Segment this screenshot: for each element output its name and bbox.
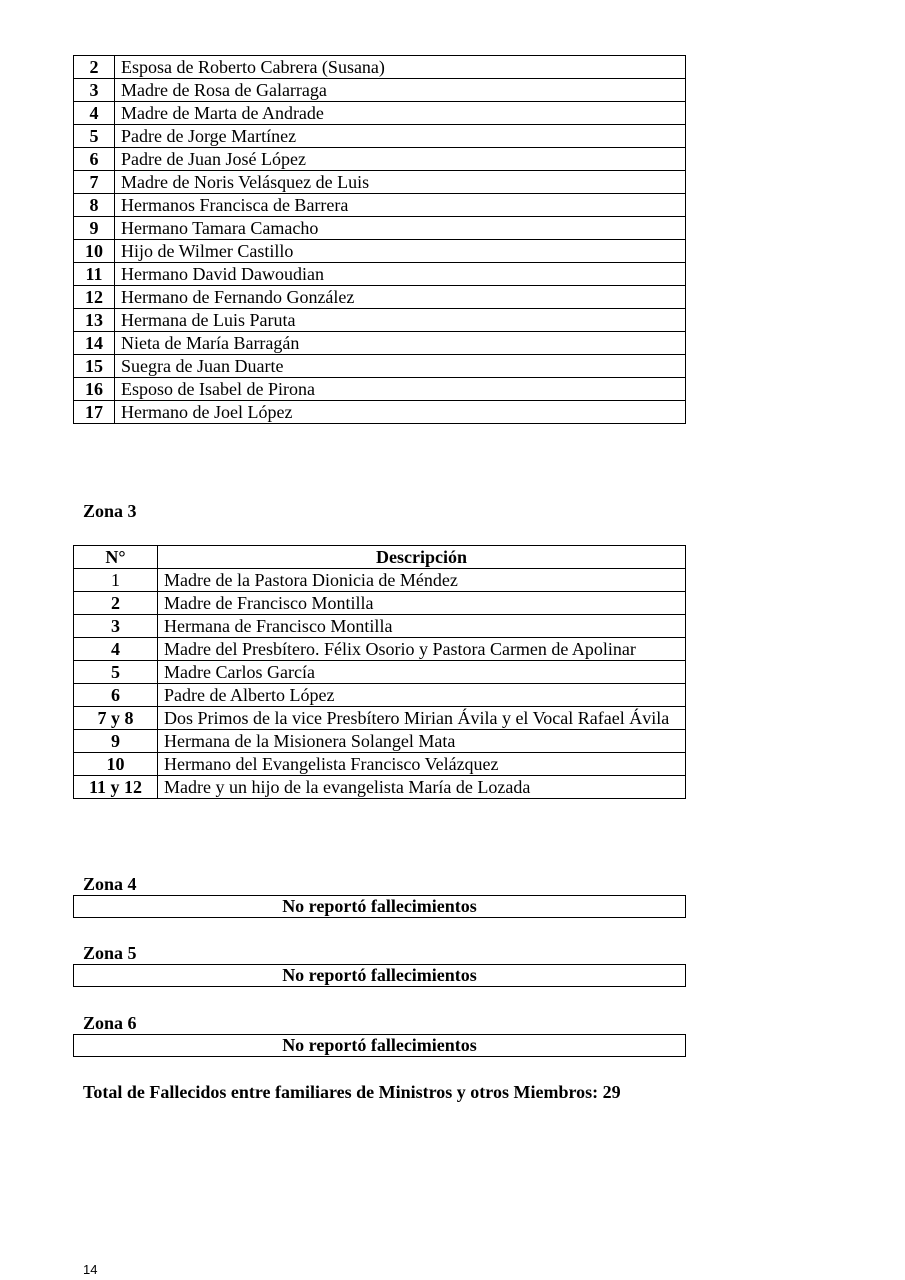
deceased-table-zona-3 [73, 545, 686, 799]
row-number: 11 [74, 263, 115, 286]
zona-4-no-report: No reportó fallecimientos [73, 895, 686, 918]
zona-6-title: Zona 6 [83, 1013, 137, 1033]
table-row [74, 240, 686, 263]
row-description: Hermano de Joel López [115, 401, 686, 424]
row-description: Hermano de Fernando González [115, 286, 686, 309]
row-number: 1 [74, 569, 158, 592]
table-row [74, 125, 686, 148]
table-row [74, 661, 686, 684]
row-number: 6 [74, 148, 115, 171]
row-number: 4 [74, 638, 158, 661]
table-row [74, 102, 686, 125]
row-description: Madre de Rosa de Galarraga [115, 79, 686, 102]
page-number: 14 [83, 1262, 98, 1277]
table-row [74, 148, 686, 171]
zona-4-title: Zona 4 [83, 874, 137, 894]
row-description: Hijo de Wilmer Castillo [115, 240, 686, 263]
table-row [74, 79, 686, 102]
row-description: Madre de Noris Velásquez de Luis [115, 171, 686, 194]
table-row [74, 730, 686, 753]
row-number: 10 [74, 753, 158, 776]
table-row [74, 355, 686, 378]
row-description: Madre de la Pastora Dionicia de Méndez [158, 569, 686, 592]
row-description: Suegra de Juan Duarte [115, 355, 686, 378]
row-number: 11 y 12 [74, 776, 158, 799]
row-number: 4 [74, 102, 115, 125]
row-description: Madre de Francisco Montilla [158, 592, 686, 615]
table-row [74, 684, 686, 707]
row-number: 3 [74, 615, 158, 638]
row-description: Hermano del Evangelista Francisco Velázquez [158, 753, 686, 776]
row-number: 16 [74, 378, 115, 401]
row-description: Padre de Jorge Martínez [115, 125, 686, 148]
table-row [74, 378, 686, 401]
row-description: Dos Primos de la vice Presbítero Mirian Ávila y el Vocal Rafael Ávila [158, 707, 686, 730]
table-row [74, 309, 686, 332]
table-row [74, 592, 686, 615]
row-number: 8 [74, 194, 115, 217]
table-row [74, 569, 686, 592]
row-number: 2 [74, 592, 158, 615]
row-number: 10 [74, 240, 115, 263]
table-row [74, 56, 686, 79]
row-number: 7 y 8 [74, 707, 158, 730]
row-description: Esposa de Roberto Cabrera (Susana) [115, 56, 686, 79]
zona-6-no-report: No reportó fallecimientos [73, 1034, 686, 1057]
row-number: 9 [74, 730, 158, 753]
table-row [74, 263, 686, 286]
table-row [74, 332, 686, 355]
row-number: 3 [74, 79, 115, 102]
row-number: 15 [74, 355, 115, 378]
row-description: Nieta de María Barragán [115, 332, 686, 355]
deceased-table-previous-zone [73, 55, 686, 424]
row-number: 14 [74, 332, 115, 355]
zona-5-title: Zona 5 [83, 943, 137, 963]
column-header-number: N° [74, 546, 158, 569]
row-number: 2 [74, 56, 115, 79]
table-row [74, 194, 686, 217]
row-description: Hermana de Luis Paruta [115, 309, 686, 332]
row-number: 7 [74, 171, 115, 194]
row-description: Hermano David Dawoudian [115, 263, 686, 286]
row-number: 5 [74, 125, 115, 148]
table-header-row [74, 546, 686, 569]
table-row [74, 171, 686, 194]
row-description: Madre del Presbítero. Félix Osorio y Pastora Carmen de Apolinar [158, 638, 686, 661]
table-row [74, 776, 686, 799]
row-description: Esposo de Isabel de Pirona [115, 378, 686, 401]
row-description: Hermana de la Misionera Solangel Mata [158, 730, 686, 753]
row-number: 13 [74, 309, 115, 332]
table-row [74, 401, 686, 424]
row-number: 9 [74, 217, 115, 240]
row-number: 6 [74, 684, 158, 707]
table-row [74, 286, 686, 309]
zona-5-no-report: No reportó fallecimientos [73, 964, 686, 987]
row-description: Hermano Tamara Camacho [115, 217, 686, 240]
row-description: Padre de Juan José López [115, 148, 686, 171]
total-deceased: Total de Fallecidos entre familiares de Ministros y otros Miembros: 29 [83, 1082, 621, 1102]
table-row [74, 638, 686, 661]
table-row [74, 707, 686, 730]
row-description: Madre de Marta de Andrade [115, 102, 686, 125]
row-number: 12 [74, 286, 115, 309]
row-description: Madre y un hijo de la evangelista María de Lozada [158, 776, 686, 799]
table-row [74, 615, 686, 638]
row-description: Hermanos Francisca de Barrera [115, 194, 686, 217]
row-description: Hermana de Francisco Montilla [158, 615, 686, 638]
zona-3-title: Zona 3 [83, 501, 137, 521]
column-header-description: Descripción [158, 546, 686, 569]
row-description: Madre Carlos García [158, 661, 686, 684]
table-row [74, 753, 686, 776]
table-row [74, 217, 686, 240]
row-number: 17 [74, 401, 115, 424]
row-number: 5 [74, 661, 158, 684]
row-description: Padre de Alberto López [158, 684, 686, 707]
